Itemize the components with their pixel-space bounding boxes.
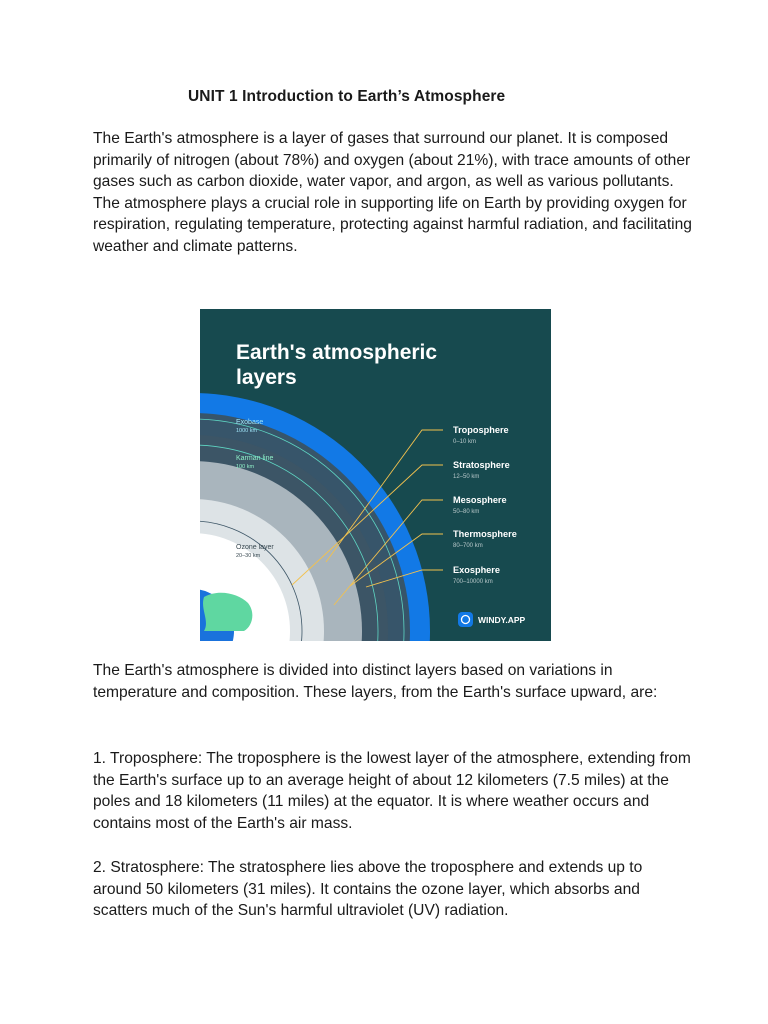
troposphere-label: Troposphere — [453, 425, 509, 435]
document-title: UNIT 1 Introduction to Earth’s Atmosphere — [188, 88, 506, 105]
exosphere-range: 700–10000 km — [453, 579, 493, 585]
stratosphere-range: 12–50 km — [453, 474, 480, 480]
mesosphere-label: Mesosphere — [453, 495, 507, 505]
ozone-layer-value: 20–30 km — [236, 553, 261, 559]
brand-label: WINDY.APP — [478, 615, 526, 625]
thermosphere-label: Thermosphere — [453, 529, 517, 539]
karman-line-value: 100 km — [236, 464, 255, 470]
troposphere-range: 0–10 km — [453, 439, 477, 445]
ozone-layer-label: Ozone layer — [236, 544, 274, 551]
figure-title-line1: Earth's atmospheric — [236, 341, 438, 364]
layers-intro-paragraph: The Earth's atmosphere is divided into distinct layers based on variations in temperature and composition. These layers, from the Earth's surface upward, are: — [93, 662, 658, 701]
troposphere-paragraph: 1. Troposphere: The troposphere is the lowest layer of the atmosphere, extending from the Earth's surface up to an average height of about 12 kilometers (7.5 miles) at the poles and 18 kilometers (11 miles) at the equator. It is where weather occurs and contains most of the Earth's air mass. — [93, 750, 691, 832]
windy-logo-icon — [458, 612, 473, 627]
thermosphere-range: 80–700 km — [453, 543, 483, 549]
stratosphere-label: Stratosphere — [453, 460, 510, 470]
stratosphere-paragraph: 2. Stratosphere: The stratosphere lies above the troposphere and extends up to around 50 kilometers (31 miles). It contains the ozone layer, which absorbs and scatters much of the Sun's harmful ultraviolet (UV) radiation. — [93, 859, 643, 920]
karman-line-label: Karman line — [236, 455, 274, 462]
mesosphere-range: 50–80 km — [453, 509, 480, 515]
exosphere-label: Exosphere — [453, 565, 500, 575]
figure-title-line2: layers — [236, 366, 297, 389]
atmosphere-layers-figure — [200, 309, 551, 641]
exobase-label: Exobase — [236, 419, 264, 426]
intro-paragraph: The Earth's atmosphere is a layer of gases that surround our planet. It is composed primarily of nitrogen (about 78%) and oxygen (about 21%), with trace amounts of other gases such as carbon dioxide, water vapor, and argon, as well as various pollutants. The atmosphere plays a crucial role in supporting life on Earth by providing oxygen for respiration, regulating temperature, protecting against harmful radiation, and facilitating weather and climate patterns. — [93, 130, 692, 255]
exobase-value: 1000 km — [236, 428, 258, 434]
